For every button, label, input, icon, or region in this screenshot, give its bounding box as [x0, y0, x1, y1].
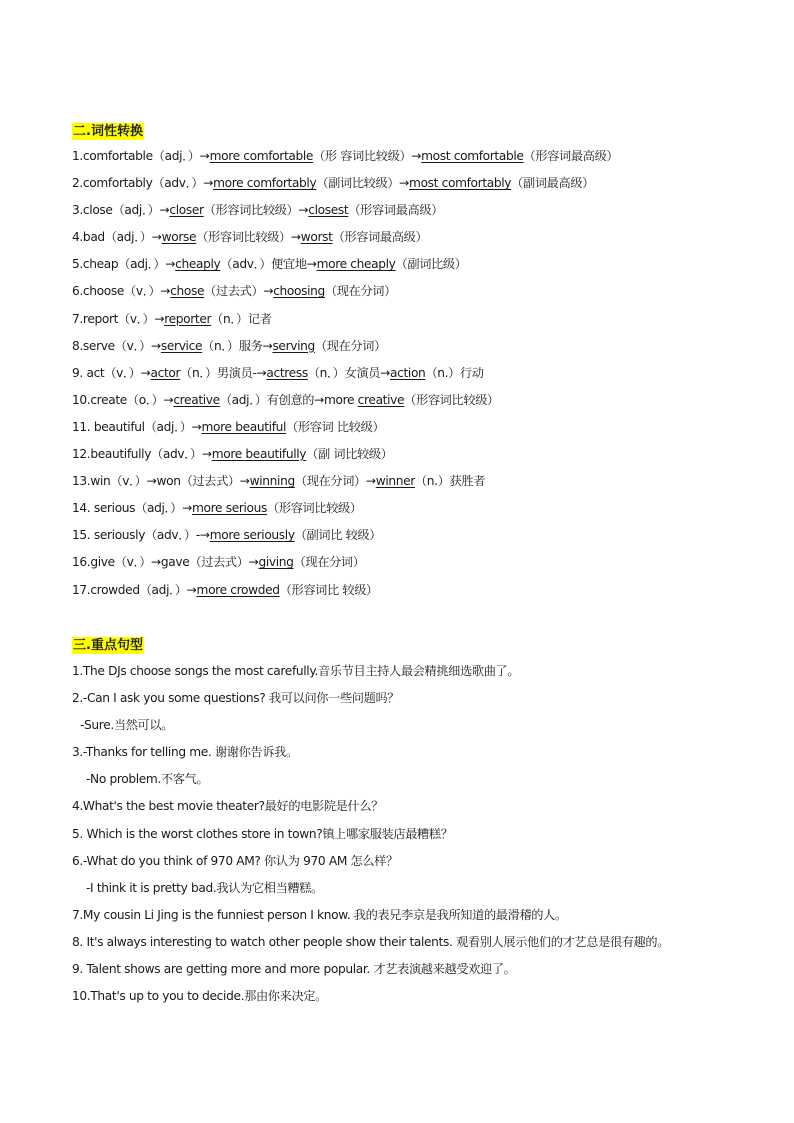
- section-word-forms: [72, 120, 752, 604]
- line-text: 14. serious（adj．）→: [72, 501, 192, 516]
- line-text: （n．）男演员-→: [180, 365, 267, 380]
- answer-word: worse: [161, 230, 197, 245]
- line-text: （过去式）→: [204, 284, 274, 299]
- line-text: 2.comfortably（adv．）→: [72, 176, 214, 191]
- line-text: （形容词最高级）: [332, 230, 428, 245]
- answer-word: more beautifully: [211, 447, 307, 462]
- sentence-line: 4.What's the best movie theater?最好的电影院是什么？: [72, 799, 384, 814]
- section-heading: 二.词性转换: [73, 124, 143, 139]
- sentence-line: 9. Talent shows are getting more and more popular. 才艺表演越来越受欢迎了。: [72, 962, 516, 977]
- line-text: （adj．）有创意的→more: [219, 392, 358, 407]
- answer-word: creative: [357, 392, 405, 407]
- answer-word: more beautiful: [201, 419, 287, 434]
- word-form-line: [72, 441, 752, 468]
- line-text: 7.report（v．）→: [72, 311, 165, 326]
- word-form-line: [72, 522, 752, 549]
- sentence-line: 5. Which is the worst clothes store in town?镇上哪家服装店最糟糕？: [72, 826, 453, 841]
- word-form-line: [72, 278, 752, 305]
- sentence-line: 7.My cousin Li Jing is the funniest person I know. 我的表兄李京是我所知道的最滑稽的人。: [72, 907, 567, 922]
- line-text: （形容词比较级）: [404, 392, 499, 407]
- line-text: 16.give（v．）→gave（过去式）→: [72, 555, 259, 570]
- answer-word: creative: [173, 392, 220, 407]
- word-form-line: [72, 197, 752, 224]
- sentence-line: 1.The DJs choose songs the most carefully.音乐节目主持人最会精挑细选歌曲了。: [72, 664, 520, 678]
- sentence-line: 3.-Thanks for telling me. 谢谢你告诉我。: [72, 745, 298, 760]
- line-text: （副词比级）: [395, 257, 467, 272]
- answer-word: giving: [258, 555, 294, 570]
- sentence-line: -No problem.不客气。: [86, 772, 209, 787]
- word-form-line: [72, 387, 752, 414]
- answer-word: most comfortably: [409, 176, 512, 191]
- line-text: 15. seriously（adv．）-→: [72, 528, 210, 543]
- line-text: （adv．）便宜地→: [220, 257, 317, 272]
- line-text: 11. beautiful（adj．）→: [72, 419, 202, 434]
- word-forms-list: [72, 143, 752, 604]
- word-form-line: [72, 414, 752, 441]
- sentence-line: 2.-Can I ask you some questions? 我可以问你一些问题吗？: [72, 691, 400, 706]
- line-text: （n.）获胜者: [414, 474, 486, 489]
- answer-word: more serious: [192, 501, 268, 516]
- answer-word: winning: [249, 474, 295, 489]
- answer-word: closer: [169, 203, 204, 218]
- line-text: 8.serve（v．）→: [72, 338, 161, 353]
- line-text: （形 容词比较级）→: [313, 149, 422, 163]
- word-form-line: [72, 360, 752, 387]
- section-heading: 三.重点句型: [73, 638, 143, 653]
- answer-word: more cheaply: [316, 257, 396, 272]
- line-text: （形容词最高级）: [348, 203, 444, 218]
- answer-word: choosing: [273, 284, 325, 299]
- key-sentences-list: [72, 658, 752, 1010]
- word-form-line: [72, 170, 752, 197]
- line-text: （n．）记者: [211, 311, 272, 326]
- line-text: （副词比较级）→: [316, 176, 410, 191]
- sentence-line: 10.That's up to you to decide.那由你来决定。: [72, 989, 327, 1004]
- line-text: 5.cheap（adj．）→: [72, 257, 176, 272]
- line-text: 3.close（adj．）→: [72, 203, 170, 218]
- line-text: 13.win（v．）→won（过去式）→: [72, 474, 250, 489]
- answer-word: more comfortable: [209, 149, 314, 163]
- sentence-line: 6.-What do you think of 970 AM? 你认为 970 AM 怎么样？: [72, 853, 398, 868]
- line-text: （形容词比较级）→: [203, 203, 309, 218]
- answer-word: winner: [375, 474, 415, 489]
- line-text: （n．）女演员→: [307, 365, 391, 380]
- line-text: （现在分词）: [293, 555, 365, 570]
- sentence-line: -Sure.当然可以。: [80, 718, 174, 733]
- line-text: （副词最高级）: [511, 176, 595, 191]
- answer-word: more crowded: [196, 582, 280, 597]
- line-text: （现在分词）: [314, 338, 386, 353]
- word-form-line: [72, 143, 752, 170]
- word-form-line: [72, 224, 752, 251]
- line-text: （副 词比较级）: [306, 447, 393, 462]
- word-form-line: [72, 333, 752, 360]
- sentence-line: 8. It's always interesting to watch other people show their talents. 观看别人展示他们的才艺总是很有趣的。: [72, 934, 670, 949]
- word-form-line: [72, 577, 752, 604]
- line-text: 4.bad（adj．）→: [72, 230, 162, 245]
- line-text: 1.comfortable（adj．）→: [72, 149, 210, 163]
- word-form-line: [72, 468, 752, 495]
- line-text: （形容词比 较级）: [279, 582, 378, 597]
- line-text: （形容词比较级）: [267, 501, 362, 516]
- answer-word: actor: [150, 365, 181, 380]
- answer-word: action: [390, 365, 426, 380]
- word-form-line: [72, 495, 752, 522]
- line-text: （形容词最高级）: [523, 149, 619, 163]
- answer-word: worst: [300, 230, 333, 245]
- line-text: （n．）服务→: [202, 338, 273, 353]
- answer-word: most comfortable: [421, 149, 524, 163]
- line-text: （形容词比较级）→: [196, 230, 301, 245]
- line-text: （现在分词）: [324, 284, 396, 299]
- answer-word: more comfortably: [213, 176, 317, 191]
- answer-word: chose: [170, 284, 205, 299]
- answer-word: service: [160, 338, 203, 353]
- line-text: 17.crowded（adj．）→: [72, 582, 197, 597]
- line-text: （现在分词）→: [294, 474, 376, 489]
- word-form-line: [72, 251, 752, 278]
- word-form-line: [72, 549, 752, 576]
- answer-word: more seriously: [209, 528, 295, 543]
- word-form-line: [72, 306, 752, 333]
- answer-word: serving: [272, 338, 315, 353]
- answer-word: cheaply: [175, 257, 221, 272]
- line-text: 9. act（v．）→: [72, 365, 151, 380]
- answer-word: actress: [266, 365, 308, 380]
- line-text: （形容词 比较级）: [286, 419, 385, 434]
- sentence-line: -I think it is pretty bad.我认为它相当糟糕。: [86, 880, 323, 895]
- answer-word: reporter: [164, 311, 212, 326]
- line-text: 6.choose（v．）→: [72, 284, 171, 299]
- line-text: 10.create（o．）→: [72, 392, 174, 407]
- section-key-sentences: [72, 634, 752, 1010]
- answer-word: closest: [308, 203, 349, 218]
- line-text: （副词比 较级）: [294, 528, 382, 543]
- line-text: （n.）行动: [425, 365, 484, 380]
- line-text: 12.beautifully（adv．）→: [72, 447, 212, 462]
